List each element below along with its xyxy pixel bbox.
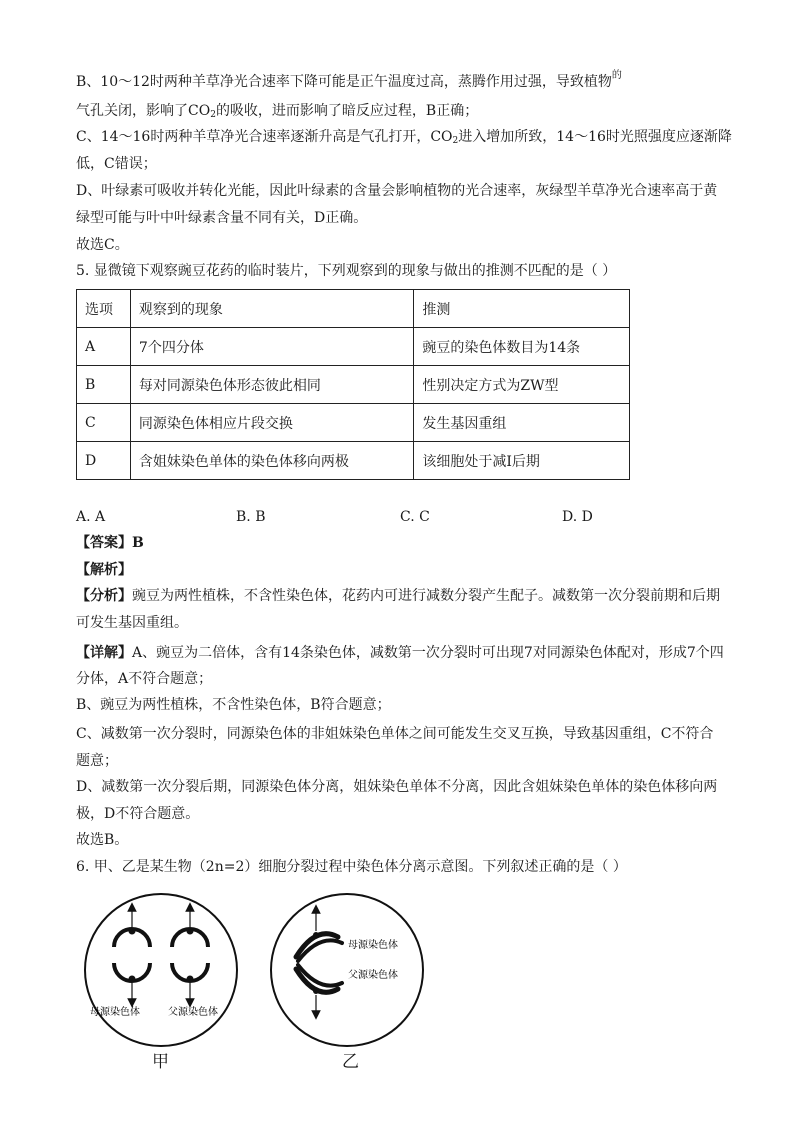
table-cell: 豌豆的染色体数目为14条 (414, 328, 630, 366)
choice-b: B. B (236, 509, 266, 525)
analysis-conclusion: 故选C。 (76, 237, 129, 253)
jia-maternal-label: 母源染色体 (90, 1007, 140, 1018)
xiangjie-d2: 极，D不符合题意。 (76, 806, 200, 822)
table-cell: B (77, 366, 131, 404)
chromosome-separation-figure (76, 885, 436, 1075)
xiangjie-d1: D、减数第一次分裂后期，同源染色体分离，姐妹染色单体不分离，因此含姐妹染色单体的染色体移向两 (76, 779, 718, 795)
table-cell: 性别决定方式为ZW型 (414, 366, 630, 404)
choice-a: A. A (76, 509, 106, 525)
cell-jia (85, 894, 237, 1046)
analysis-title: 【解析】 (76, 562, 132, 578)
xiangjie-c1: C、减数第一次分裂时，同源染色体的非姐妹染色单体之间可能发生交叉互换，导致基因重组，C不符合 (76, 726, 714, 742)
table-cell: 每对同源染色体形态彼此相同 (130, 366, 413, 404)
analysis-b-line2: 气孔关闭，影响了$CO_2$的吸收，进而影响了暗反应过程，B正确； (76, 103, 479, 120)
table-header-cell: 选项 (77, 290, 131, 328)
analysis-d-line1: D、叶绿素可吸收并转化光能，因此叶绿素的含量会影响植物的光合速率，灰绿型羊草净光合速率高于黄 (76, 183, 718, 199)
yi-paternal-label: 父源染色体 (348, 970, 398, 981)
q5-options-table (76, 289, 630, 480)
analysis-b-tail: 的 (611, 70, 622, 81)
table-header-cell: 推测 (414, 290, 630, 328)
xiangjie-b: B、豌豆为两性植株，不含性染色体，B符合题意； (76, 697, 391, 713)
fenxi-line1: 【分析】豌豆为两性植株，不含性染色体，花药内可进行减数分裂产生配子。减数第一次分裂前期和后期 (76, 588, 720, 604)
choice-d: D. D (562, 509, 593, 525)
analysis-d-line2: 绿型可能与叶中叶绿素含量不同有关，D正确。 (76, 210, 368, 226)
fenxi-line2: 可发生基因重组。 (76, 615, 188, 631)
xiangjie-a2: 分体，A不符合题意； (76, 671, 213, 687)
table-row (77, 404, 630, 442)
table-cell: 含姐妹染色单体的染色体移向两极 (130, 442, 413, 480)
xiangjie-line1: 【详解】A、豌豆为二倍体，含有14条染色体，减数第一次分裂时可出现7对同源染色体配对，形成7个四 (76, 645, 724, 661)
figure-label-jia: 甲 (152, 1052, 169, 1072)
figure-label-yi: 乙 (342, 1052, 359, 1072)
table-header-row (77, 290, 630, 328)
analysis-b-line1: B、10～12时两种羊草净光合速率下降可能是正午温度过高，蒸腾作用过强，导致植物$^的$ (76, 70, 622, 90)
q5-conclusion: 故选B。 (76, 832, 129, 848)
table-cell: 发生基因重组 (414, 404, 630, 442)
cell-yi (271, 894, 423, 1046)
yi-maternal-label: 母源染色体 (348, 940, 398, 951)
table-cell: 该细胞处于减Ⅰ后期 (414, 442, 630, 480)
choice-c: C. C (400, 509, 430, 525)
table-row (77, 328, 630, 366)
analysis-c-line2: 低，C错误； (76, 156, 157, 172)
table-cell: A (77, 328, 131, 366)
q6-stem: 6. 甲、乙是某生物（2n=2）细胞分裂过程中染色体分离示意图。下列叙述正确的是（ ） (76, 859, 627, 875)
answer-line: 【答案】B (76, 535, 144, 551)
table-cell: 同源染色体相应片段交换 (130, 404, 413, 442)
analysis-c-line1: C、14～16时两种羊草净光合速率逐渐升高是气孔打开，$CO_2$进入增加所致，14～16时光照强度应逐渐降 (76, 129, 732, 146)
jia-paternal-label: 父源染色体 (168, 1007, 218, 1018)
table-cell: C (77, 404, 131, 442)
table-cell: 7个四分体 (130, 328, 413, 366)
q5-stem: 5. 显微镜下观察豌豆花药的临时装片，下列观察到的现象与做出的推测不匹配的是（ ） (76, 263, 617, 279)
table-row (77, 442, 630, 480)
table-cell: D (77, 442, 131, 480)
table-header-cell: 观察到的现象 (130, 290, 413, 328)
table-row (77, 366, 630, 404)
xiangjie-c2: 题意； (76, 753, 118, 769)
